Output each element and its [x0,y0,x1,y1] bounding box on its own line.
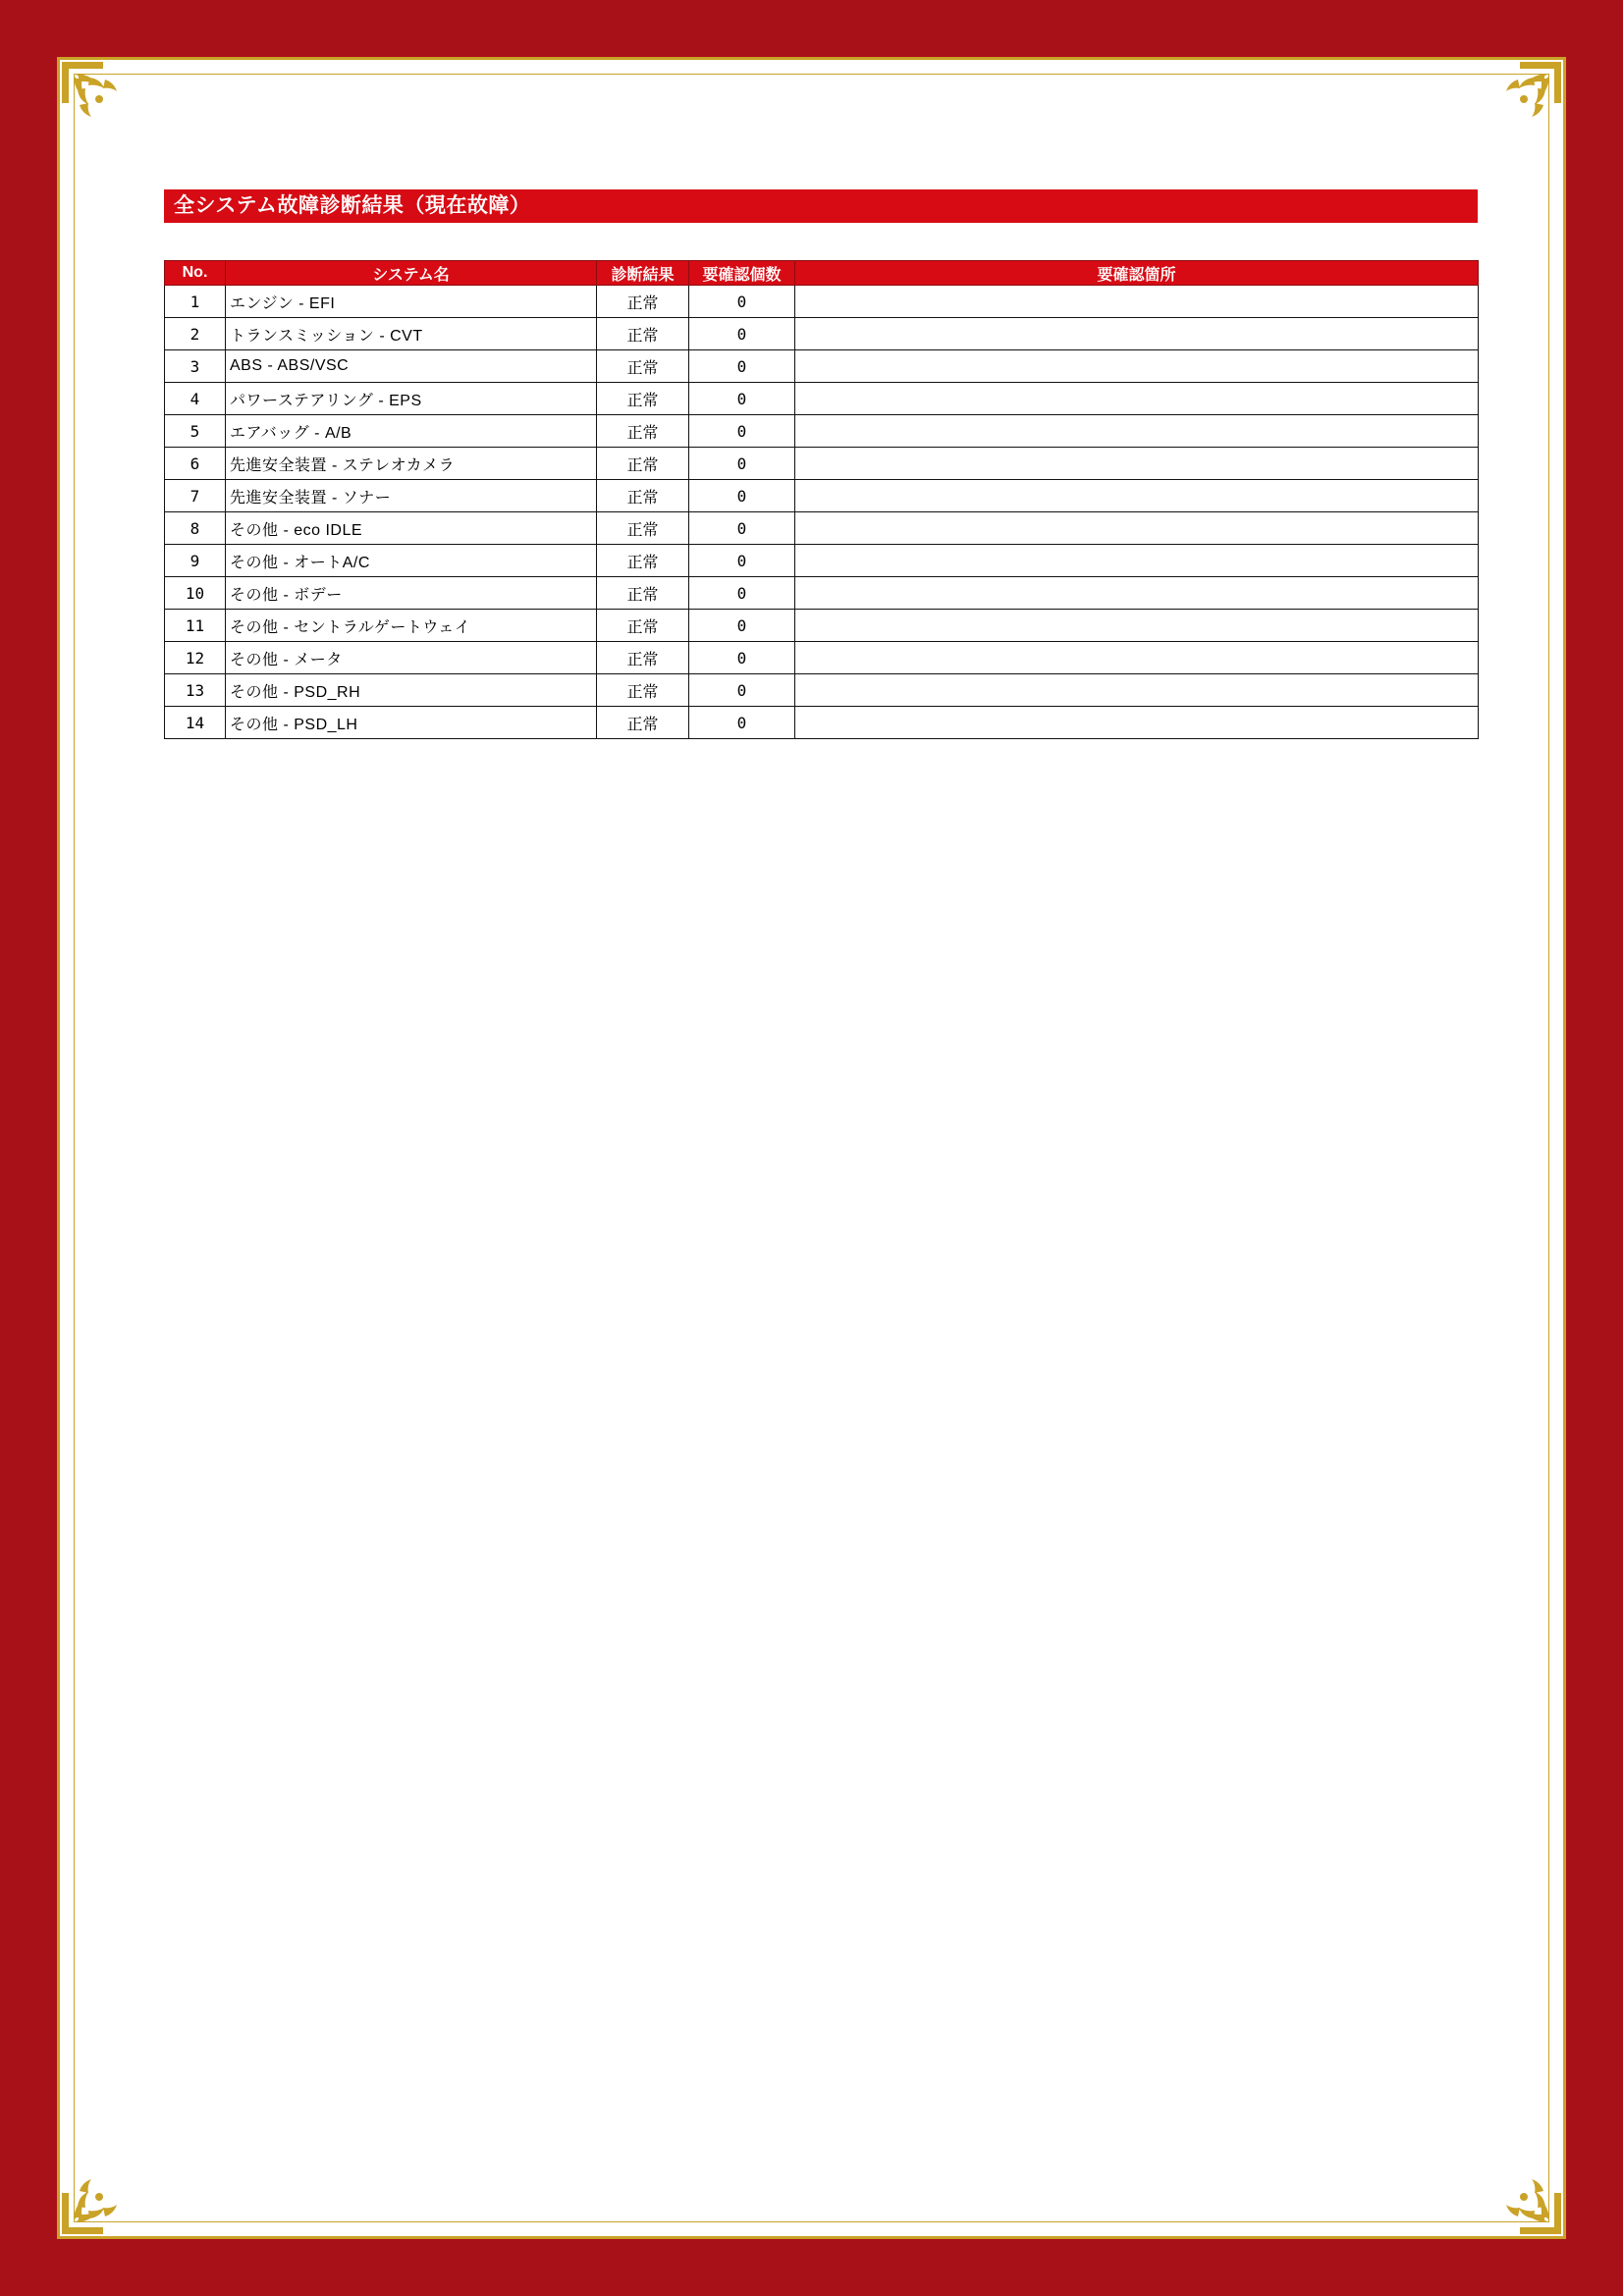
table-row [165,448,1479,480]
cell-system-name: その他 - ボデー [226,577,597,610]
cell-check-count: 0 [689,415,795,448]
column-header-system: システム名 [226,261,597,286]
cell-no: 4 [165,383,226,415]
cell-system-name: その他 - オートA/C [226,545,597,577]
cell-no: 7 [165,480,226,512]
cell-system-name: ABS - ABS/VSC [226,350,597,383]
cell-check-count: 0 [689,286,795,318]
column-header-result: 診断結果 [597,261,689,286]
cell-diagnosis-result: 正常 [597,610,689,642]
cell-check-count: 0 [689,642,795,674]
cell-diagnosis-result: 正常 [597,577,689,610]
cell-system-name: その他 - eco IDLE [226,512,597,545]
cell-system-name: 先進安全装置 - ステレオカメラ [226,448,597,480]
cell-check-count: 0 [689,610,795,642]
cell-check-location [795,577,1479,610]
table-header-row [165,261,1479,286]
cell-no: 3 [165,350,226,383]
cell-no: 10 [165,577,226,610]
table-row [165,383,1479,415]
cell-no: 12 [165,642,226,674]
table-row [165,415,1479,448]
cell-system-name: エンジン - EFI [226,286,597,318]
cell-check-count: 0 [689,350,795,383]
cell-system-name: 先進安全装置 - ソナー [226,480,597,512]
cell-check-location [795,545,1479,577]
cell-system-name: その他 - セントラルゲートウェイ [226,610,597,642]
cell-diagnosis-result: 正常 [597,415,689,448]
cell-diagnosis-result: 正常 [597,545,689,577]
cell-system-name: パワーステアリング - EPS [226,383,597,415]
cell-no: 14 [165,707,226,739]
table-row [165,707,1479,739]
cell-no: 8 [165,512,226,545]
cell-check-location [795,383,1479,415]
cell-system-name: その他 - PSD_LH [226,707,597,739]
cell-diagnosis-result: 正常 [597,350,689,383]
cell-no: 1 [165,286,226,318]
cell-diagnosis-result: 正常 [597,512,689,545]
cell-check-count: 0 [689,448,795,480]
cell-diagnosis-result: 正常 [597,318,689,350]
table-row [165,545,1479,577]
cell-check-location [795,350,1479,383]
cell-check-count: 0 [689,707,795,739]
corner-ornament-icon [60,2134,162,2236]
cell-diagnosis-result: 正常 [597,642,689,674]
table-row [165,480,1479,512]
cell-no: 11 [165,610,226,642]
cell-check-count: 0 [689,545,795,577]
column-header-place: 要確認箇所 [795,261,1479,286]
column-header-no: No. [165,261,226,286]
decorative-frame [57,57,1566,2239]
table-body [165,286,1479,739]
cell-no: 5 [165,415,226,448]
table-row [165,674,1479,707]
cell-system-name: その他 - PSD_RH [226,674,597,707]
cell-no: 9 [165,545,226,577]
cell-system-name: エアバッグ - A/B [226,415,597,448]
table-row [165,286,1479,318]
cell-diagnosis-result: 正常 [597,383,689,415]
cell-no: 13 [165,674,226,707]
cell-check-count: 0 [689,674,795,707]
cell-check-location [795,286,1479,318]
corner-ornament-icon [60,60,162,162]
cell-check-count: 0 [689,383,795,415]
cell-check-count: 0 [689,480,795,512]
cell-diagnosis-result: 正常 [597,707,689,739]
table-row [165,318,1479,350]
table-row [165,512,1479,545]
report-content [164,189,1480,739]
cell-diagnosis-result: 正常 [597,674,689,707]
cell-diagnosis-result: 正常 [597,286,689,318]
cell-diagnosis-result: 正常 [597,480,689,512]
cell-system-name: その他 - メータ [226,642,597,674]
table-row [165,350,1479,383]
corner-ornament-icon [1461,2134,1563,2236]
cell-check-location [795,512,1479,545]
table-row [165,642,1479,674]
cell-check-location [795,674,1479,707]
cell-check-count: 0 [689,318,795,350]
cell-no: 6 [165,448,226,480]
corner-ornament-icon [1461,60,1563,162]
cell-no: 2 [165,318,226,350]
cell-system-name: トランスミッション - CVT [226,318,597,350]
cell-diagnosis-result: 正常 [597,448,689,480]
diagnostic-result-table [164,260,1479,739]
column-header-count: 要確認個数 [689,261,795,286]
cell-check-location [795,707,1479,739]
cell-check-location [795,415,1479,448]
cell-check-location [795,318,1479,350]
cell-check-location [795,480,1479,512]
table-row [165,577,1479,610]
cell-check-count: 0 [689,577,795,610]
cell-check-count: 0 [689,512,795,545]
section-title: 全システム故障診断結果（現在故障） [164,189,1478,223]
cell-check-location [795,448,1479,480]
table-row [165,610,1479,642]
cell-check-location [795,642,1479,674]
cell-check-location [795,610,1479,642]
